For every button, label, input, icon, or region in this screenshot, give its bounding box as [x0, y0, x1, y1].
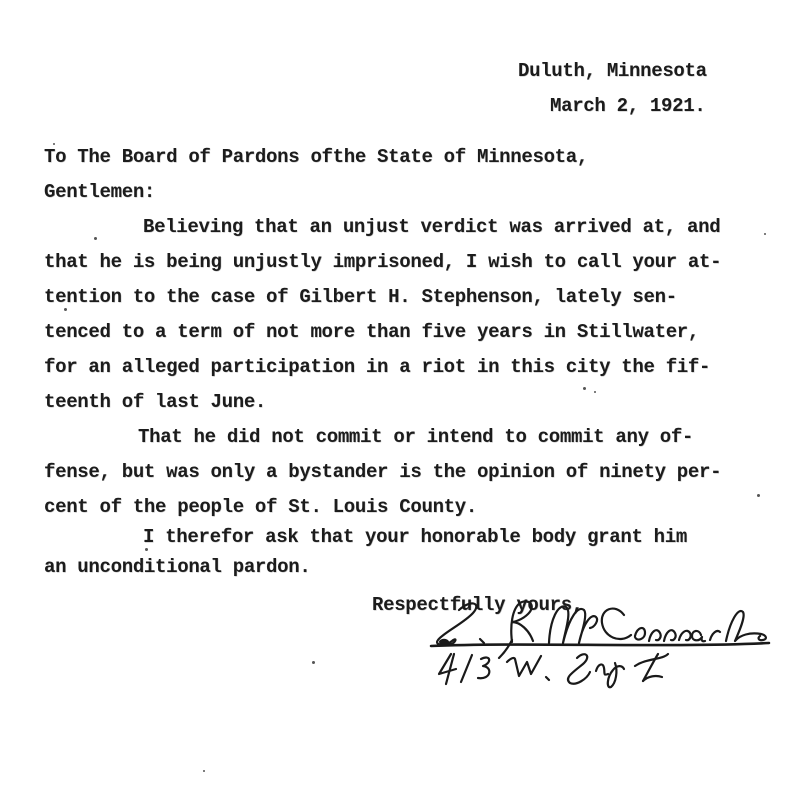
- heading-place-line: Duluth, Minnesota: [518, 60, 707, 82]
- body-line: teenth of last June.: [44, 391, 267, 413]
- body-line: cent of the people of St. Louis County.: [44, 496, 477, 518]
- body-line: I therefor ask that your honorable body grant him: [143, 526, 687, 548]
- ink-speck: [757, 494, 760, 497]
- body-line: That he did not commit or intend to commit any of-: [138, 426, 694, 448]
- body-line: for an alleged participation in a riot in this city the fif-: [44, 356, 711, 378]
- ink-speck: [583, 387, 586, 390]
- body-line: tenced to a term of not more than five years in Stillwater,: [44, 321, 700, 343]
- body-line: an unconditional pardon.: [44, 556, 311, 578]
- heading-date-line: March 2, 1921.: [550, 95, 706, 117]
- body-line: that he is being unjustly imprisoned, I wish to call your at-: [44, 251, 722, 273]
- closing-line: Respectfully yours,: [372, 594, 583, 616]
- addressee-line: To The Board of Pardons ofthe State of Minnesota,: [44, 146, 588, 168]
- ink-speck: [64, 308, 67, 311]
- body-line: tention to the case of Gilbert H. Stephenson, lately sen-: [44, 286, 677, 308]
- salutation-line: Gentlemen:: [44, 181, 156, 203]
- ink-speck: [94, 237, 97, 240]
- signature: [415, 596, 785, 696]
- ink-speck: [764, 233, 766, 235]
- ink-speck: [312, 661, 315, 664]
- signature-handwriting-svg: [415, 596, 785, 696]
- body-line: Believing that an unjust verdict was arrived at, and: [143, 216, 721, 238]
- body-line: fense, but was only a bystander is the opinion of ninety per-: [44, 461, 722, 483]
- ink-speck: [594, 391, 596, 393]
- ink-speck: [203, 770, 205, 772]
- ink-speck: [145, 548, 148, 551]
- ink-speck: [53, 143, 55, 145]
